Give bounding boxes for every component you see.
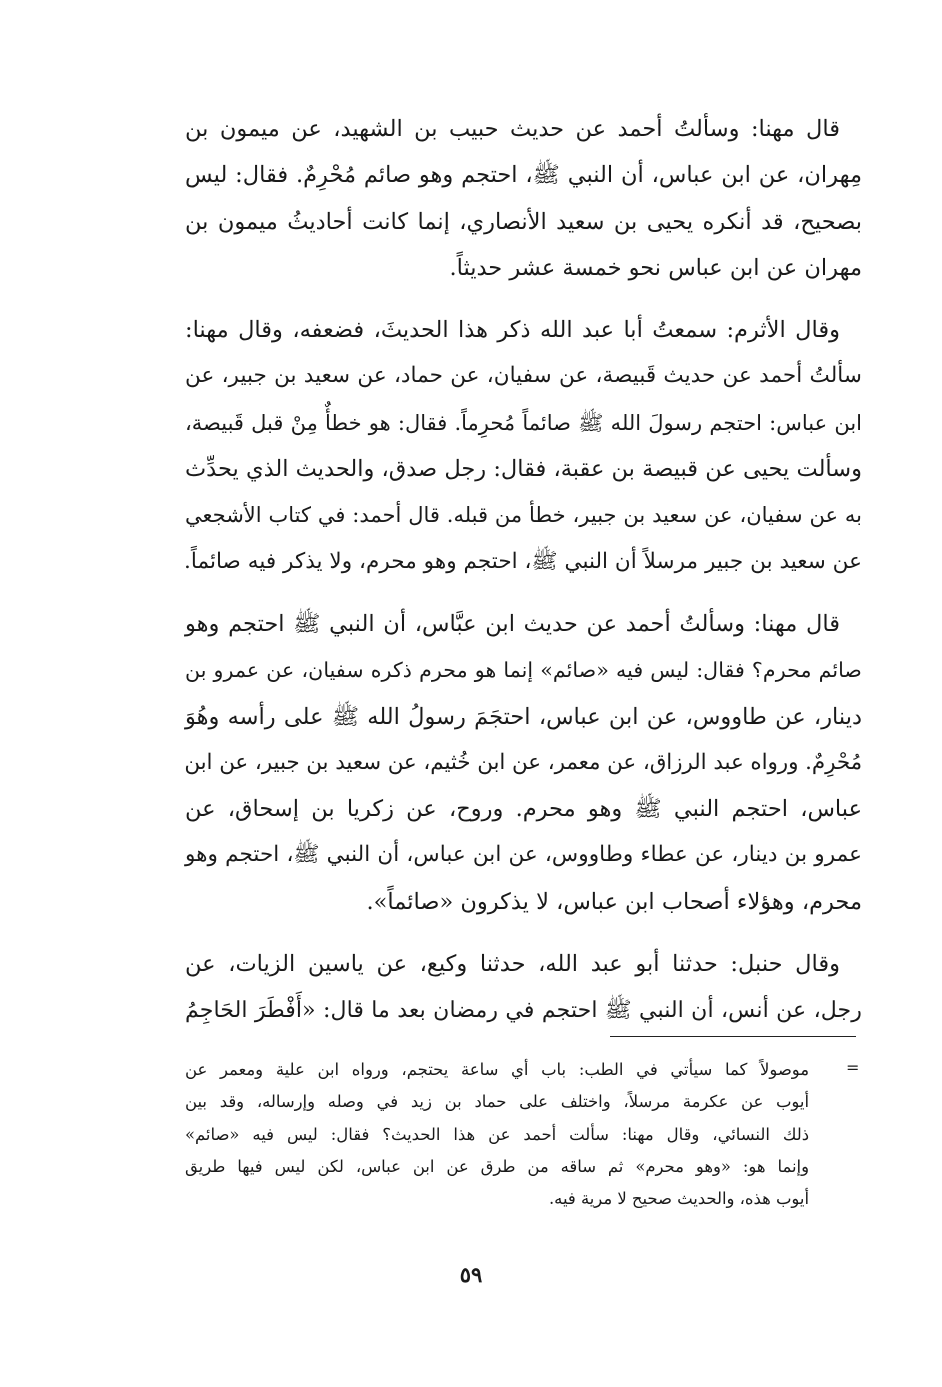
footnote-block — [185, 1054, 809, 1215]
text-line: مِهران، عن ابن عباس، أن النبي ﷺ، احتجم وهو صائم مُحْرِمٌ. فقال: ليس — [185, 162, 862, 189]
text-line: وقال حنبل: حدثنا أبو عبد الله، حدثنا وكيع، عن ياسين الزيات، عن — [185, 951, 840, 978]
text-line: عمرو بن دينار، عن عطاء وطاووس، عن ابن عباس، أن النبي ﷺ، احتجم وهو — [185, 842, 862, 868]
text-line: سألتُ أحمد عن حديث قَبيصة، عن سفيان، عن حماد، عن سعيد بن جبير، عن — [185, 363, 862, 389]
text-line: قال مهنا: وسألتُ أحمد عن حديث حبيب بن الشهيد، عن ميمون بن — [185, 116, 840, 142]
text-line: ابن عباس: احتجم رسولَ الله ﷺ صائماً مُحرِماً. فقال: هو خطأٌ مِنْ قبل قَبيصة، — [185, 410, 862, 435]
text-line: دينار، عن طاووس، عن ابن عباس، احتجَمَ رسولُ الله ﷺ على رأسه وهُوَ — [185, 703, 862, 730]
footnote-line: أيوب هذه، والحديث صحيح لا مرية فيه. — [548, 1189, 809, 1209]
text-line: رجل، عن أنس، أن النبي ﷺ احتجم في رمضان بعد ما قال: «أَفْطَرَ الحَاجِمُ — [185, 997, 862, 1024]
paragraph — [185, 106, 862, 291]
text-line: قال مهنا: وسألتُ أحمد عن حديث ابن عبَّاس، أن النبي ﷺ احتجم وهو — [185, 610, 840, 637]
text-line: به عن سفيان، عن سعيد بن جبير، خطأ من قبله. قال أحمد: في كتاب الأشجعي — [185, 503, 862, 528]
footnote-line: أيوب عن عكرمة مرسلاً، واختلف على حماد بن زيد في وصله وإرساله، وقد بين — [185, 1092, 809, 1112]
text-line: محرم، وهؤلاء أصحاب ابن عباس، لا يذكرون «صائماً». — [366, 888, 862, 915]
page-number: ٥٩ — [459, 1262, 483, 1287]
main-text — [185, 106, 862, 1050]
text-line: عن سعيد بن جبير مرسلاً أن النبي ﷺ، احتجم وهو محرم، ولا يذكر فيه صائماً. — [184, 548, 862, 574]
footnote-continuation-marker: = — [846, 1058, 860, 1077]
text-line: مُحْرِمٌ. ورواه عبد الرزاق، عن معمر، عن ابن خُثيم، عن سعيد بن جبير، عن ابن — [184, 749, 862, 775]
footnote-separator — [610, 1036, 856, 1037]
text-line: صائم محرم؟ فقال: ليس فيه «صائم» إنما هو محرم ذكره سفيان، عن عمرو بن — [185, 658, 862, 683]
paragraph — [185, 941, 862, 1034]
text-line: عباس، احتجم النبي ﷺ وهو محرم. وروح، عن زكريا بن إسحاق، عن — [185, 796, 862, 823]
footnote-line: وإنما هو: «وهو محرم» ثم ساقه من طرق عن ابن عباس، لكن ليس فيها طريق — [185, 1156, 809, 1176]
text-line: بصحيح، قد أنكره يحيى بن سعيد الأنصاري، إنما كانت أحاديثُ ميمون بن — [185, 208, 862, 235]
text-line: وسألت يحيى عن قبيصة بن عقبة، فقال: رجل صدق، والحديث الذي يحدِّث — [185, 456, 862, 483]
footnote-line: ذلك النسائي، وقال مهنا: سألت أحمد عن هذا الحديث؟ فقال: ليس فيه «صائم» — [185, 1124, 809, 1144]
text-line: مهران عن ابن عباس نحو خمسة عشر حديثاً. — [449, 254, 862, 281]
text-line: وقال الأثرم: سمعتُ أبا عبد الله ذكر هذا الحديثَ، فضعفه، وقال مهنا: — [185, 317, 840, 344]
paragraph — [185, 601, 862, 925]
footnote-line: موصولاً كما سيأتي في الطب: باب أي ساعة يحتجم، ورواه ابن علية ومعمر عن — [185, 1060, 809, 1079]
paragraph — [185, 307, 862, 585]
